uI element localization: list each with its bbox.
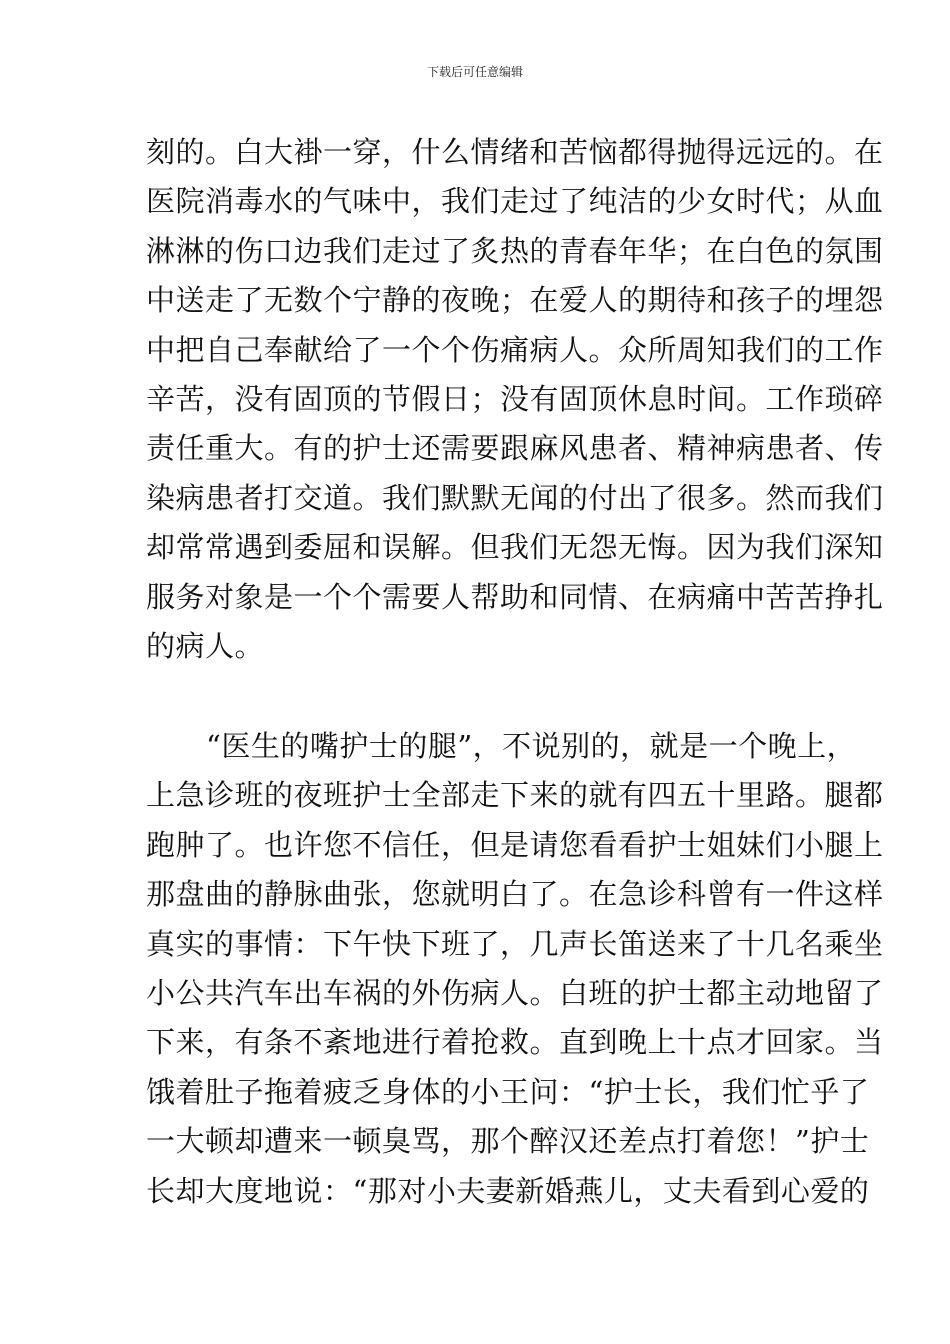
page-header: 下载后可任意编辑 (426, 65, 523, 79)
text-line: 小公共汽车出车祸的外伤病人。白班的护士都主动地留了 (146, 975, 884, 1010)
text-line: 中送走了无数个宁静的夜晚；在爱人的期待和孩子的埋怨 (146, 283, 884, 318)
text-line: 跑肿了。也许您不信任，但是请您看看护士姐妹们小腿上 (146, 827, 884, 862)
paragraph-2 (146, 722, 884, 1216)
text-line: 那盘曲的静脉曲张，您就明白了。在急诊科曾有一件这样 (146, 877, 884, 912)
text-line: 的病人。 (146, 628, 265, 663)
text-line: 染病患者打交道。我们默默无闻的付出了很多。然而我们 (146, 480, 884, 515)
text-line: 长却大度地说：“那对小夫妻新婚燕儿，丈夫看到心爱的 (146, 1173, 870, 1208)
text-line: 医院消毒水的气味中，我们走过了纯洁的少女时代；从血 (146, 184, 884, 219)
text-line: 中把自己奉献给了一个个伤痛病人。众所周知我们的工作 (146, 332, 884, 367)
text-line: 下来，有条不紊地进行着抢救。直到晚上十点才回家。当 (146, 1025, 884, 1060)
text-line: 刻的。白大褂一穿，什么情绪和苦恼都得抛得远远的。在 (146, 135, 884, 169)
text-line: 责任重大。有的护士还需要跟麻风患者、精神病患者、传 (146, 431, 884, 466)
paragraph-1 (146, 128, 884, 671)
text-line: 却常常遇到委屈和误解。但我们无怨无悔。因为我们深知 (146, 530, 884, 565)
text-line-indented: “医生的嘴护士的腿”，不说别的，就是一个晚上， (206, 729, 857, 763)
text-line: 服务对象是一个个需要人帮助和同情、在病痛中苦苦挣扎 (146, 579, 884, 614)
text-line: 真实的事情：下午快下班了，几声长笛送来了十几名乘坐 (146, 926, 884, 961)
text-line: 一大顿却遭来一顿臭骂，那个醉汉还差点打着您！”护士 (146, 1124, 870, 1159)
text-line: 饿着肚子拖着疲乏身体的小王问：“护士长，我们忙乎了 (146, 1074, 870, 1109)
text-line: 淋淋的伤口边我们走过了炙热的青春年华；在白色的氛围 (146, 233, 884, 268)
text-line: 辛苦，没有固顶的节假日；没有固顶休息时间。工作琐碎 (146, 381, 884, 416)
text-line: 上急诊班的夜班护士全部走下来的就有四五十里路。腿都 (146, 778, 884, 813)
